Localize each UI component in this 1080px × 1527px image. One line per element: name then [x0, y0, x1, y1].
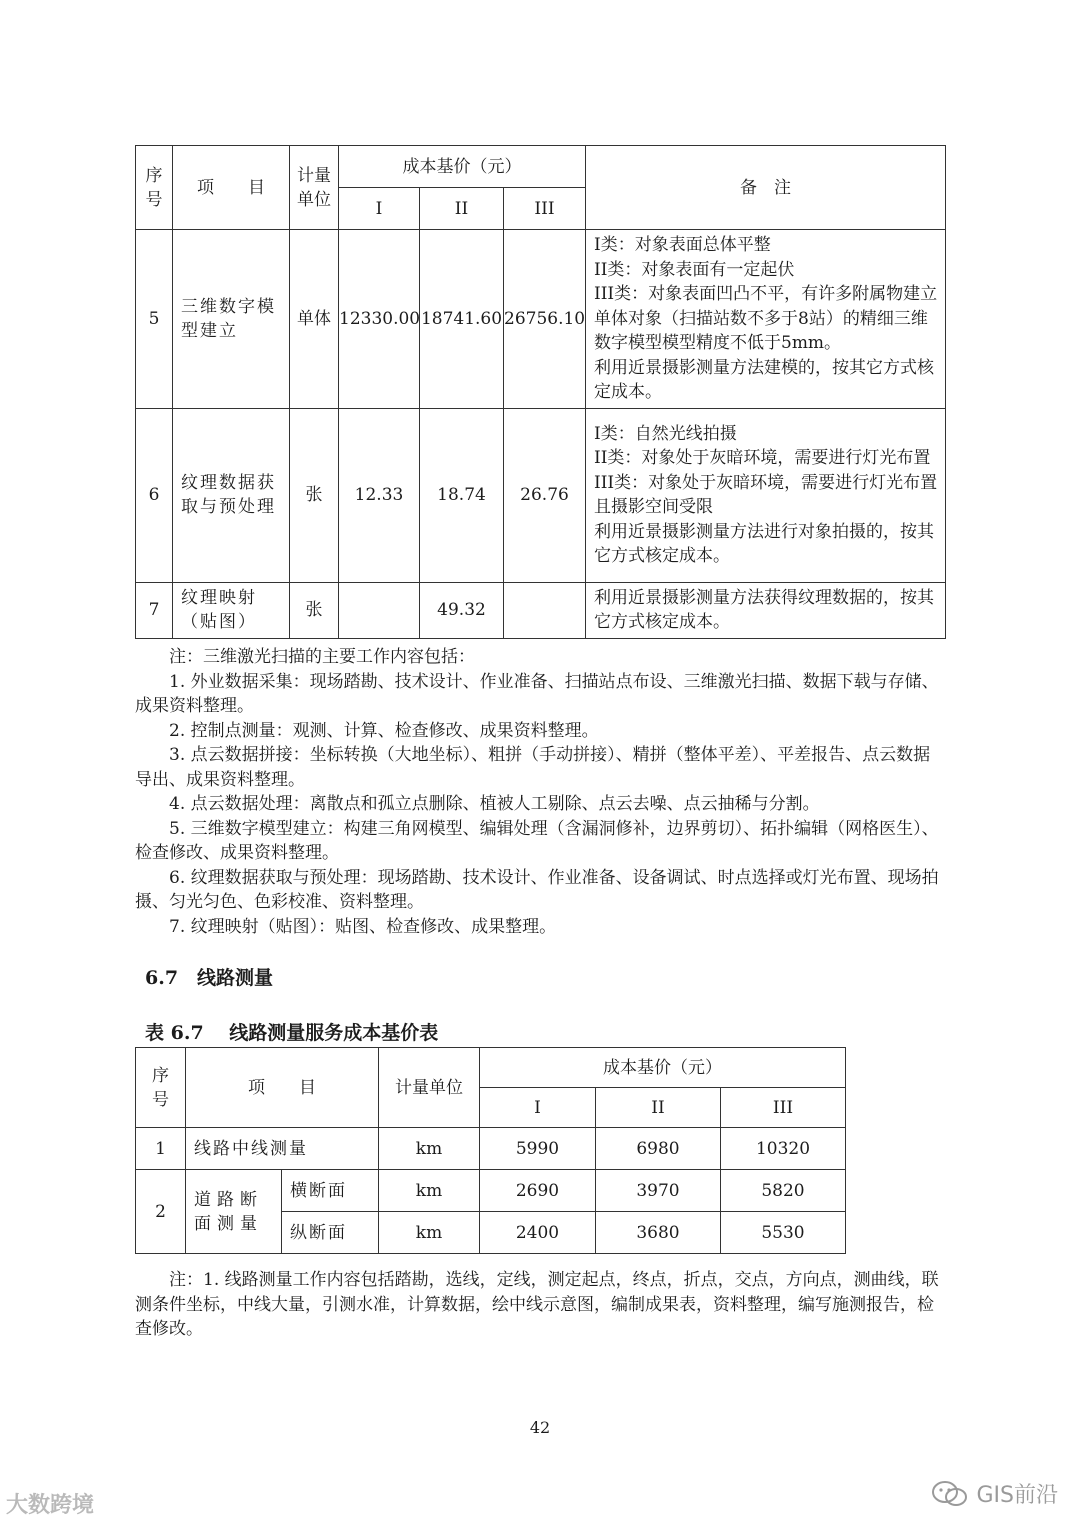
remark-line: II类：对象处于灰暗环境，需要进行灯光布置 — [594, 448, 931, 468]
note-item: 6. 纹理数据获取与预处理：现场踏勘、技术设计、作业准备、设备调试、时点选择或灯光布置、现场拍摄、匀光匀色、色彩校准、资料整理。 — [135, 867, 939, 912]
row-item: 纹理映射（贴图） — [173, 582, 290, 638]
notes-intro: 注：三维激光扫描的主要工作内容包括： — [169, 647, 475, 667]
t2-row-sub: 横断面 — [282, 1170, 379, 1212]
table-row — [136, 1128, 846, 1170]
t2-row-seq: 1 — [136, 1128, 186, 1170]
table-row — [136, 408, 946, 582]
remark-line: II类：对象表面有一定起伏 — [594, 259, 795, 280]
t2-row-group: 道路断面测量 — [186, 1170, 282, 1254]
note-item: 3. 点云数据拼接：坐标转换（大地坐标）、粗拼（手动拼接）、精拼（整体平差）、平差报告、点云数据导出、成果资料整理。 — [135, 745, 931, 790]
remark-line: 利用近景摄影测量方法获得纹理数据的，按其它方式核定成本。 — [594, 587, 934, 632]
header-unit: 计量单位 — [290, 146, 339, 230]
wechat-icon — [930, 1480, 970, 1508]
row-cost-1: 12.33 — [339, 408, 420, 582]
header-seq: 序号 — [136, 146, 173, 230]
t2-row-cost-2: 6980 — [596, 1128, 721, 1170]
watermark-right — [930, 1478, 1058, 1509]
table-caption: 表 6.7 线路测量服务成本基价表 — [145, 1022, 439, 1044]
t2-header-grade-3: III — [721, 1088, 846, 1128]
t2-header-item: 项 目 — [186, 1048, 379, 1128]
route-survey-cost-table — [135, 1047, 846, 1254]
t2-header-unit: 计量单位 — [379, 1048, 480, 1128]
note-item: 4. 点云数据处理：离散点和孤立点删除、植被人工剔除、点云去噪、点云抽稀与分割。 — [169, 794, 820, 814]
row-cost-1: 12330.00 — [339, 230, 420, 409]
t2-row-cost-2: 3680 — [596, 1212, 721, 1254]
row-cost-1 — [339, 582, 420, 638]
table-row — [136, 1170, 846, 1212]
row-seq: 5 — [136, 230, 173, 409]
remark-line: I类：自然光线拍摄 — [594, 423, 737, 444]
row-item: 三维数字模型建立 — [173, 230, 290, 409]
note-item: 注：1. 线路测量工作内容包括踏勘，选线，定线，测定起点，终点，折点，交点，方向点，测曲线，联测条件坐标，中线大量，引测水准，计算数据，绘中线示意图，编制成果表，资料整理，编写施测报告，检查修改。 — [135, 1270, 939, 1339]
row-remark — [586, 230, 946, 409]
row-item: 纹理数据获取与预处理 — [173, 408, 290, 582]
row-unit: 张 — [290, 582, 339, 638]
row-cost-3 — [504, 582, 586, 638]
row-cost-3: 26.76 — [504, 408, 586, 582]
table-row — [136, 582, 946, 638]
row-unit: 张 — [290, 408, 339, 582]
row-cost-2: 49.32 — [420, 582, 504, 638]
row-cost-3: 26756.10 — [504, 230, 586, 409]
t2-row-cost-1: 2690 — [480, 1170, 596, 1212]
header-cost: 成本基价（元） — [339, 146, 586, 188]
section-heading: 6.7 线路测量 — [145, 967, 274, 989]
note-item: 7. 纹理映射（贴图）：贴图、检查修改、成果整理。 — [169, 916, 557, 937]
remark-line: 利用近景摄影测量方法进行对象拍摄的，按其它方式核定成本。 — [594, 521, 934, 566]
header-grade-3: III — [504, 188, 586, 230]
note-item: 1. 外业数据采集：现场踏勘、技术设计、作业准备、扫描站点布设、三维激光扫描、数据下载与存储、成果资料整理。 — [135, 671, 939, 716]
row-remark — [586, 408, 946, 582]
row-cost-2: 18.74 — [420, 408, 504, 582]
header-grade-1: I — [339, 188, 420, 230]
t2-row-seq: 2 — [136, 1170, 186, 1254]
note-item: 2. 控制点测量：观测、计算、检查修改、成果资料整理。 — [169, 720, 599, 741]
laser-scan-notes — [135, 645, 945, 939]
header-remark: 备 注 — [586, 146, 946, 230]
t2-row-unit: km — [379, 1212, 480, 1254]
header-item: 项 目 — [173, 146, 290, 230]
t2-header-grade-1: I — [480, 1088, 596, 1128]
watermark-left: 大数跨境 — [6, 1493, 95, 1518]
survey-cost-table-continued — [135, 145, 946, 639]
t2-row-cost-3: 5820 — [721, 1170, 846, 1212]
t2-header-grade-2: II — [596, 1088, 721, 1128]
t2-row-cost-1: 5990 — [480, 1128, 596, 1170]
t2-row-cost-3: 10320 — [721, 1128, 846, 1170]
t2-row-unit: km — [379, 1128, 480, 1170]
t2-row-cost-2: 3970 — [596, 1170, 721, 1212]
t2-row-cost-3: 5530 — [721, 1212, 846, 1254]
header-grade-2: II — [420, 188, 504, 230]
row-cost-2: 18741.60 — [420, 230, 504, 409]
row-seq: 7 — [136, 582, 173, 638]
t2-row-cost-1: 2400 — [480, 1212, 596, 1254]
note-item: 5. 三维数字模型建立：构建三角网模型、编辑处理（含漏洞修补，边界剪切）、拓扑编辑（网格医生）、检查修改、成果资料整理。 — [135, 818, 939, 863]
t2-header-seq: 序号 — [136, 1048, 186, 1128]
row-remark — [586, 582, 946, 638]
table-row — [136, 230, 946, 409]
row-seq: 6 — [136, 408, 173, 582]
remark-line: III类：对象表面凹凸不平，有许多附属物建立单体对象（扫描站数不多于8站）的精细三维数字模型模型精度不低于5mm。 — [594, 284, 938, 353]
remark-line: 利用近景摄影测量方法建模的，按其它方式核定成本。 — [594, 357, 934, 402]
t2-row-unit: km — [379, 1170, 480, 1212]
route-survey-notes — [135, 1268, 945, 1342]
remark-line: I类：对象表面总体平整 — [594, 235, 771, 255]
t2-row-sub: 纵断面 — [282, 1212, 379, 1254]
t2-row-item: 线路中线测量 — [186, 1128, 379, 1170]
watermark-right-text: GIS前沿 — [976, 1483, 1058, 1508]
row-unit: 单体 — [290, 230, 339, 409]
remark-line: III类：对象处于灰暗环境，需要进行灯光布置且摄影空间受限 — [594, 472, 938, 517]
t2-header-cost: 成本基价（元） — [480, 1048, 846, 1088]
page-number: 42 — [529, 1418, 551, 1437]
